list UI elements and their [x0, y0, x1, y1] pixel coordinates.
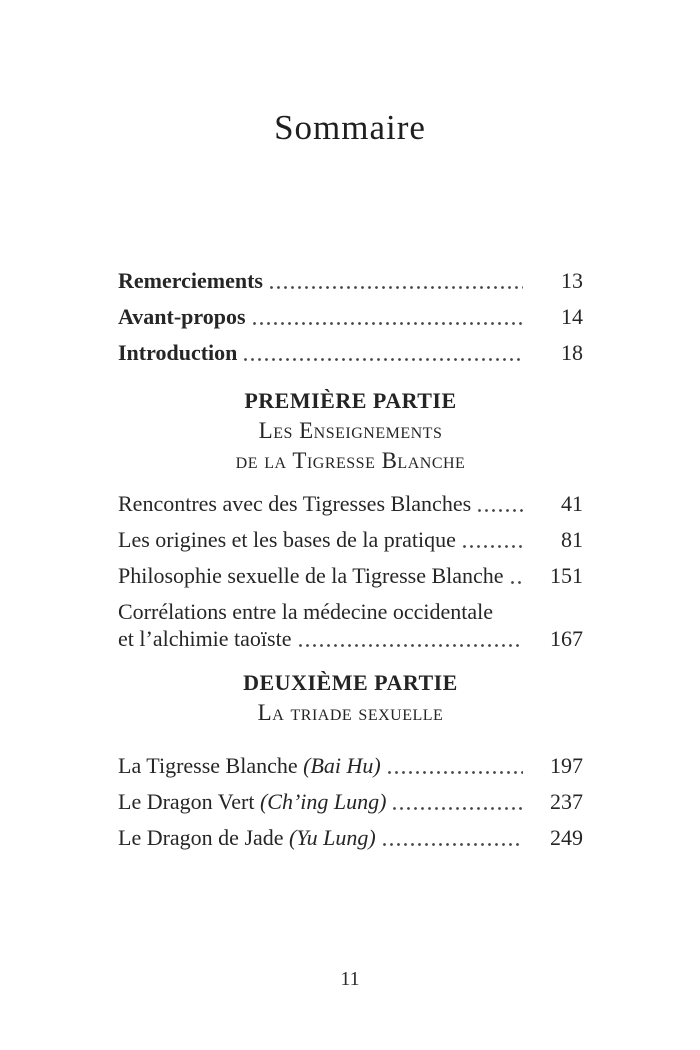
toc-entry: [118, 303, 583, 330]
entry-label: Remerciements: [118, 268, 263, 293]
toc-entry: [118, 824, 583, 851]
part-subtitle: La triade sexuelle: [257, 700, 444, 725]
toc-entry: [118, 526, 583, 553]
toc-entry: [118, 598, 583, 652]
toc-entry: [118, 339, 583, 366]
page-number: 249: [550, 825, 583, 850]
table-of-contents: [118, 267, 583, 851]
page-title: Sommaire: [274, 108, 426, 147]
page-number: 151: [550, 563, 583, 588]
dot-leader: [476, 507, 523, 513]
toc-entry: [118, 562, 583, 589]
entry-label: Avant-propos: [118, 304, 246, 329]
entry-label: La Tigresse Blanche (Bai Hu): [118, 753, 381, 778]
entry-label: Introduction: [118, 340, 238, 365]
entry-label-line2: et l’alchimie taoïste: [118, 626, 292, 651]
dot-leader: [509, 579, 523, 585]
folio-page-number: 11: [340, 968, 360, 990]
entry-label: Philosophie sexuelle de la Tigresse Blanche: [118, 563, 504, 588]
page-number: 167: [550, 626, 583, 651]
entry-label-line1: Corrélations entre la médecine occidentale: [118, 599, 494, 624]
part-heading: DEUXIÈME PARTIE: [243, 670, 458, 695]
toc-entry: [118, 490, 583, 517]
page-number: 237: [550, 789, 583, 814]
page-number: 13: [561, 268, 583, 293]
dot-leader: [391, 805, 523, 811]
entry-label: Les origines et les bases de la pratique: [118, 527, 456, 552]
dot-leader: [268, 284, 523, 290]
entry-label: Le Dragon de Jade (Yu Lung): [118, 825, 376, 850]
dot-leader: [297, 642, 524, 648]
dot-leader: [242, 356, 523, 362]
dot-leader: [386, 769, 523, 775]
entry-label: Le Dragon Vert (Ch’ing Lung): [118, 789, 387, 814]
entry-label-italic: (Ch’ing Lung): [259, 789, 387, 814]
toc-entry: [118, 788, 583, 815]
page-number: 18: [561, 340, 583, 365]
dot-leader: [381, 841, 523, 847]
dot-leader: [461, 543, 523, 549]
entry-label: Rencontres avec des Tigresses Blanches: [118, 491, 472, 516]
part-subtitle: de la Tigresse Blanche: [235, 448, 466, 473]
page-number: 14: [561, 304, 583, 329]
dot-leader: [251, 320, 523, 326]
part-subtitle: Les Enseignements: [258, 418, 443, 443]
entry-label-italic: (Bai Hu): [303, 753, 381, 778]
entry-label-italic: (Yu Lung): [289, 825, 376, 850]
part-heading: PREMIÈRE PARTIE: [244, 388, 457, 413]
toc-entry: [118, 267, 583, 294]
page-number: 81: [561, 527, 583, 552]
page-number: 41: [561, 491, 583, 516]
page-number: 197: [550, 753, 583, 778]
toc-entry: [118, 752, 583, 779]
